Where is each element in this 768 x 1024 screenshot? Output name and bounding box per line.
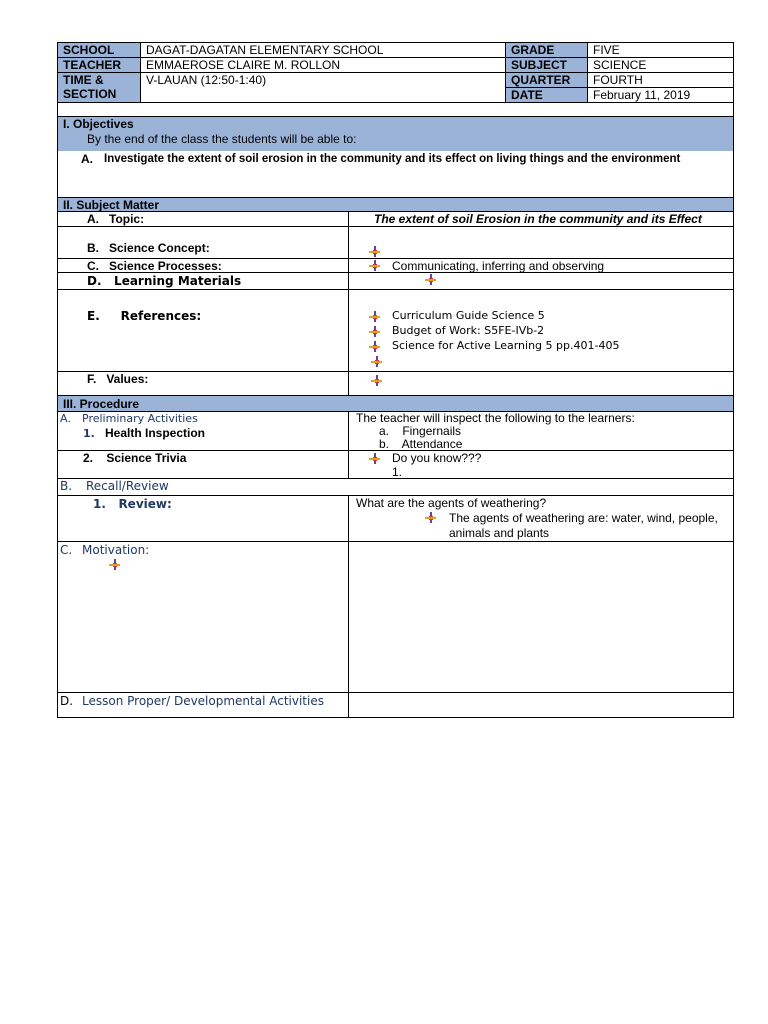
recall-letter: B. <box>60 479 73 493</box>
inspect-item: b. Attendance <box>379 437 463 451</box>
topic-label: A. Topic: <box>87 212 145 226</box>
bullet-icon <box>371 375 382 386</box>
school-label: SCHOOL <box>63 43 115 57</box>
subject-matter-fill <box>58 198 733 211</box>
review-answer-line1: The agents of weathering are: water, wind, people, <box>449 511 718 525</box>
subject-value: SCIENCE <box>593 58 647 72</box>
subject-label: SUBJECT <box>511 58 568 72</box>
motivation-letter: C. <box>60 543 73 557</box>
time-label-line2: SECTION <box>63 87 117 101</box>
bullet-icon <box>369 246 380 257</box>
topic-value: The extent of soil Erosion in the community and its Effect <box>374 212 702 226</box>
bullet-icon <box>369 341 380 352</box>
motivation-label: Motivation: <box>82 543 150 557</box>
learning-materials-label: D. Learning Materials <box>87 274 242 288</box>
science-trivia-label: 2. Science Trivia <box>83 451 187 465</box>
references-label: E. References: <box>87 309 202 323</box>
procedure-fill <box>58 396 733 411</box>
time-label-line1: TIME & <box>63 73 104 87</box>
reference-item: Curriculum Guide Science 5 <box>392 309 545 322</box>
bullet-icon <box>371 356 382 367</box>
science-processes-value: Communicating, inferring and observing <box>392 259 605 273</box>
trivia-text: Do you know??? <box>392 451 482 465</box>
teacher-label: TEACHER <box>63 58 122 72</box>
bullet-icon <box>369 311 380 322</box>
science-concept-label: B. Science Concept: <box>87 241 210 255</box>
bullet-icon <box>369 326 380 337</box>
bullet-icon <box>109 559 120 570</box>
preliminary-label: Preliminary Activities <box>82 412 198 425</box>
science-processes-label: C. Science Processes: <box>87 259 222 273</box>
lesson-proper-label: Lesson Proper/ Developmental Activities <box>82 694 324 708</box>
review-label: 1. Review: <box>93 497 172 511</box>
objective-text: Investigate the extent of soil erosion in the community and its effect on living things and the environment <box>104 153 681 165</box>
time-value: V-LAUAN (12:50-1:40) <box>146 73 267 87</box>
lesson-letter: D. <box>60 694 74 708</box>
preliminary-letter: A. <box>60 412 71 425</box>
date-value: February 11, 2019 <box>593 88 691 102</box>
recall-label: Recall/Review <box>86 479 169 493</box>
bullet-icon <box>369 260 380 271</box>
values-label: F. Values: <box>87 372 149 386</box>
school-value: DAGAT-DAGATAN ELEMENTARY SCHOOL <box>146 43 384 57</box>
health-inspection-label: Health Inspection <box>105 426 206 440</box>
reference-item: Budget of Work: S5FE-IVb-2 <box>392 324 545 337</box>
bullet-icon <box>425 274 436 285</box>
objectives-heading: I. Objectives <box>63 117 134 131</box>
grade-value: FIVE <box>593 43 620 57</box>
objectives-intro: By the end of the class the students will be able to: <box>87 132 357 146</box>
quarter-value: FOURTH <box>593 73 643 87</box>
review-question: What are the agents of weathering? <box>356 496 547 510</box>
subject-matter-heading: II. Subject Matter <box>63 198 160 212</box>
date-label: DATE <box>511 88 543 102</box>
teacher-value: EMMAEROSE CLAIRE M. ROLLON <box>146 58 341 72</box>
review-answer-line2: animals and plants <box>449 526 550 540</box>
inspect-item: a. Fingernails <box>379 424 462 438</box>
objective-letter: A. <box>81 152 93 166</box>
bullet-icon <box>369 453 380 464</box>
quarter-label: QUARTER <box>511 73 571 87</box>
grade-label: GRADE <box>511 43 555 57</box>
bullet-icon <box>425 512 436 523</box>
reference-item: Science for Active Learning 5 pp.401-405 <box>392 339 620 352</box>
procedure-heading: III. Procedure <box>63 397 140 411</box>
health-number: 1. <box>83 427 95 440</box>
trivia-number: 1. <box>392 465 403 479</box>
inspect-text: The teacher will inspect the following to the learners: <box>356 411 635 425</box>
